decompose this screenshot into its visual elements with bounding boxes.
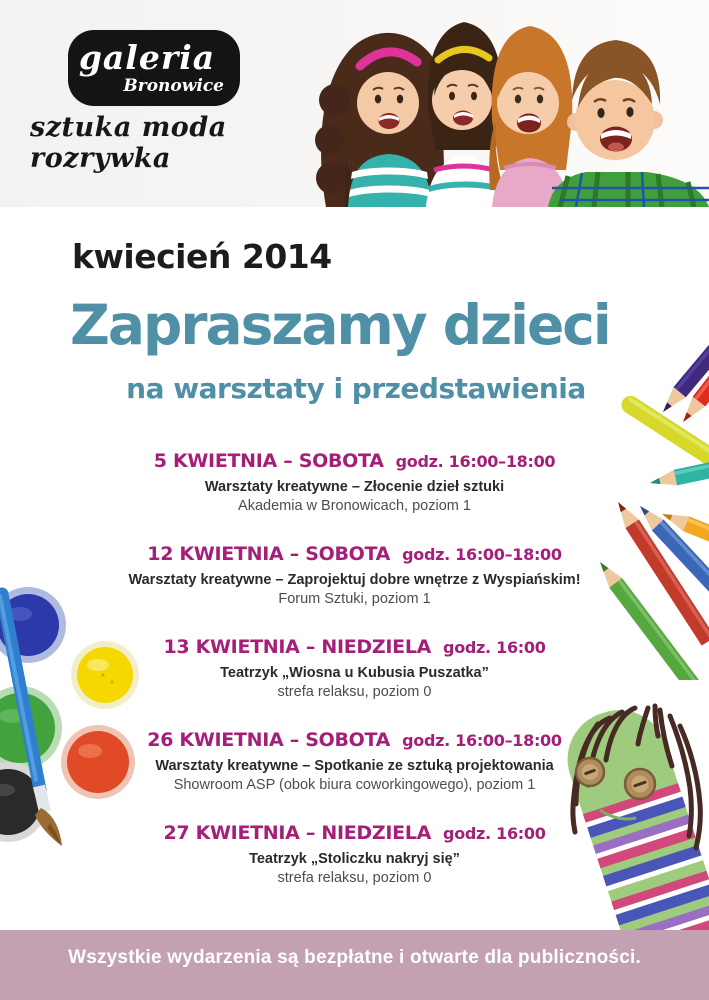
puppet-button-eye [625, 769, 655, 799]
subtitle: na warsztaty i przedstawienia [126, 372, 586, 405]
event-date: 13 KWIETNIA – NIEDZIELA [163, 636, 432, 658]
event-location: Akademia w Bronowicach, poziom 1 [238, 498, 471, 514]
child-boy [548, 40, 709, 207]
event-date: 26 KWIETNIA – SOBOTA [147, 729, 391, 751]
event-location: strefa relaksu, poziom 0 [277, 870, 432, 886]
event-title: Teatrzyk „Wiosna u Kubusia Puszatka” [220, 665, 489, 681]
header-band [0, 0, 709, 207]
brand-tagline: sztuka moda rozrywka [30, 112, 227, 174]
event-time: godz. 16:00–18:00 [402, 731, 562, 750]
month-heading: kwiecień 2014 [72, 237, 332, 276]
event-title: Warsztaty kreatywne – Złocenie dzieł sztuki [204, 479, 505, 495]
event-location: Showroom ASP (obok biura coworkingowego), poziom 1 [173, 777, 536, 793]
paint-pot-yellow [71, 641, 139, 709]
child-girl-3 [489, 26, 572, 207]
paint-pots-icon [0, 580, 160, 862]
event-time: godz. 16:00 [443, 824, 546, 843]
event-date: 27 KWIETNIA – NIEDZIELA [163, 822, 432, 844]
galeria-bronowice-logo [68, 30, 240, 106]
footer-bar [0, 930, 709, 1000]
colored-pencils-icon [530, 330, 709, 680]
event-date: 12 KWIETNIA – SOBOTA [147, 543, 391, 565]
event-time: godz. 16:00–18:00 [402, 545, 562, 564]
event-location: strefa relaksu, poziom 0 [277, 684, 432, 700]
child-girl-1 [315, 33, 445, 207]
event-location: Forum Sztuki, poziom 1 [278, 591, 431, 607]
event-title: Teatrzyk „Stoliczku nakryj się” [249, 851, 460, 867]
paint-pot-red [61, 725, 135, 799]
puppet-button-eye [576, 758, 604, 786]
main-title: Zapraszamy dzieci [70, 293, 610, 357]
event-title: Warsztaty kreatywne – Zaprojektuj dobre wnętrze z Wyspiańskim! [128, 572, 581, 588]
children-photo-illustration [290, 0, 709, 207]
event-time: godz. 16:00–18:00 [395, 452, 556, 471]
footer-note: Wszystkie wydarzenia są bezpłatne i otwarte dla publiczności. [68, 947, 641, 968]
event-title: Warsztaty kreatywne – Spotkanie ze sztuką projektowania [155, 758, 554, 774]
event-date: 5 KWIETNIA – SOBOTA [153, 450, 384, 472]
logo-text-galeria: galeria [78, 38, 216, 77]
logo-text-bronowice: Bronowice [123, 76, 224, 96]
sock-puppet-icon [540, 700, 709, 930]
event-time: godz. 16:00 [443, 638, 546, 657]
